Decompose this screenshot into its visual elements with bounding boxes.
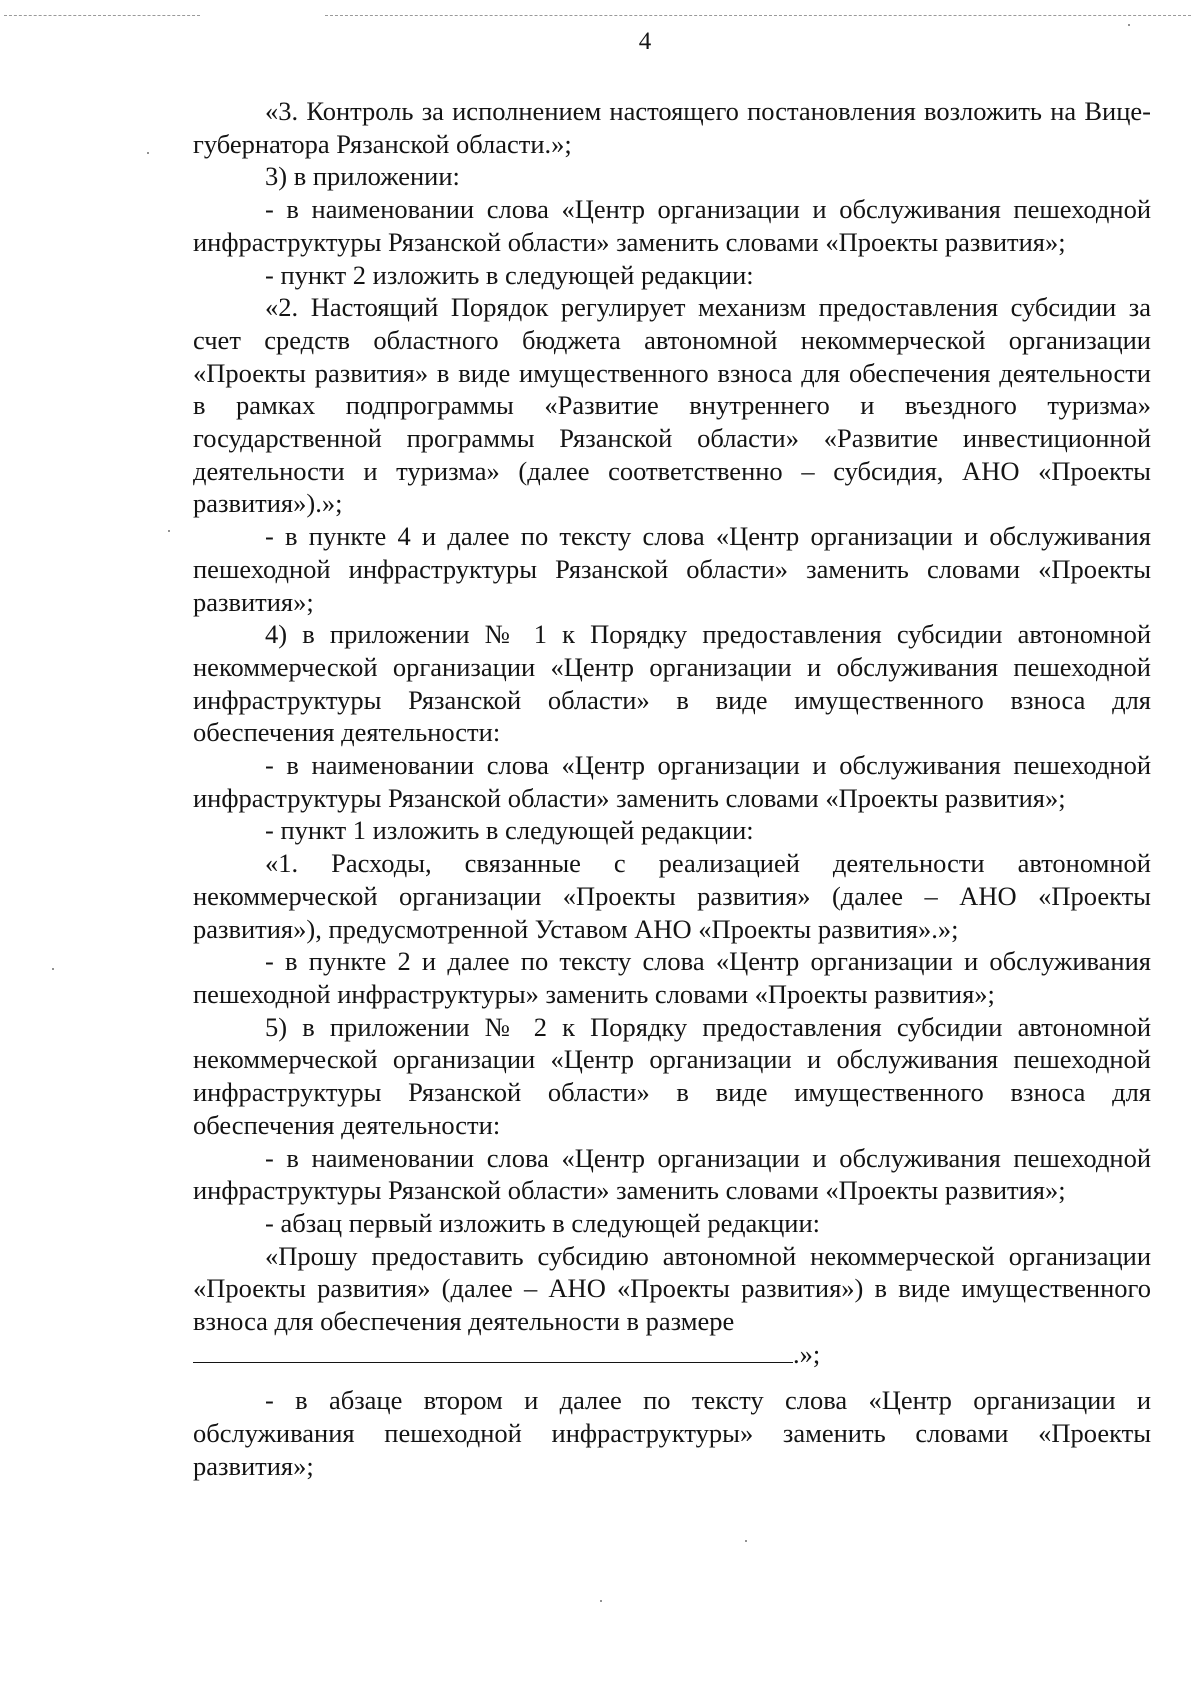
paragraph-appendix-2-rename: - в наименовании слова «Центр организации и обслуживания пешеходной инфраструктуры Рязанской области» заменить словами «Проекты развития»; bbox=[193, 1142, 1151, 1206]
paragraph-second-paragraph-rename: - в абзаце втором и далее по тексту слова «Центр организации и обслуживания пешеходной инфраструктуры» заменить словами «Проекты развития»; bbox=[193, 1385, 1151, 1481]
document-body bbox=[193, 95, 1151, 1483]
paragraph-point-2-rename: - в пункте 2 и далее по тексту слова «Центр организации и обслуживания пешеходной инфраструктуры» заменить словами «Проекты развития»; bbox=[193, 946, 1151, 1009]
paragraph-item-5: 5) в приложении № 2 к Порядку предоставления субсидии автономной некоммерческой организации «Центр организации и обслуживания пешеходной инфраструктуры Рязанской области» в виде имущественного взноса для обеспечения деятельности: bbox=[193, 1011, 1151, 1140]
scan-speck bbox=[745, 1540, 747, 1542]
blank-line-suffix: .»; bbox=[793, 1338, 821, 1369]
paragraph-point-1-text: «1. Расходы, связанные с реализацией деятельности автономной некоммерческой организации «Проекты развития» (далее – АНО «Проекты развития»), предусмотренной Уставом АНО «Проекты развития».»; bbox=[193, 848, 1151, 944]
scan-speck bbox=[600, 1600, 602, 1602]
page-number: 4 bbox=[638, 28, 652, 55]
paragraph-rename-title: - в наименовании слова «Центр организации и обслуживания пешеходной инфраструктуры Рязанской области» заменить словами «Проекты развития»; bbox=[193, 194, 1151, 257]
paragraph-point-2-text: «2. Настоящий Порядок регулирует механизм предоставления субсидии за счет средств областного бюджета автономной некоммерческой организации «Проекты развития» в виде имущественного взноса для обеспечения деятельности в рамках подпрограммы «Развитие внутреннего и въездного туризма» государственной программы Рязанской области» «Развитие инвестиционной деятельности и туризма» (далее соответственно – субсидия, АНО «Проекты развития»).»; bbox=[193, 292, 1151, 519]
paragraph-point-2-heading: - пункт 2 изложить в следующей редакции: bbox=[265, 259, 754, 290]
scan-speck bbox=[147, 152, 149, 154]
paragraph-blank-amount bbox=[193, 1338, 1151, 1371]
paragraph-item-3: 3) в приложении: bbox=[265, 161, 460, 192]
paragraph-appendix-1-rename: - в наименовании слова «Центр организации и обслуживания пешеходной инфраструктуры Рязанской области» заменить словами «Проекты развития»; bbox=[193, 750, 1151, 813]
blank-fill-line bbox=[193, 1340, 793, 1363]
scan-speck bbox=[52, 968, 54, 970]
scan-edge-left bbox=[4, 15, 200, 16]
paragraph-gap bbox=[193, 1370, 1151, 1384]
paragraph-item-4: 4) в приложении № 1 к Порядку предоставления субсидии автономной некоммерческой организации «Центр организации и обслуживания пешеходной инфраструктуры Рязанской области» в виде имущественного взноса для обеспечения деятельности: bbox=[193, 619, 1151, 748]
paragraph-control-clause: «3. Контроль за исполнением настоящего постановления возложить на Вице-губернатора Рязанской области.»; bbox=[193, 96, 1151, 159]
paragraph-point-4-rename: - в пункте 4 и далее по тексту слова «Центр организации и обслуживания пешеходной инфраструктуры Рязанской области» заменить словами «Проекты развития»; bbox=[193, 521, 1151, 617]
scan-speck bbox=[168, 530, 170, 532]
paragraph-point-1-heading: - пункт 1 изложить в следующей редакции: bbox=[265, 815, 754, 846]
paragraph-first-paragraph-heading: - абзац первый изложить в следующей редакции: bbox=[265, 1207, 821, 1238]
scan-edge-right bbox=[325, 15, 1191, 16]
scan-speck bbox=[1128, 24, 1130, 26]
paragraph-request-text: «Прошу предоставить субсидию автономной некоммерческой организации «Проекты развития» (далее – АНО «Проекты развития») в виде имущественного взноса для обеспечения деятельности в размере bbox=[193, 1240, 1151, 1337]
